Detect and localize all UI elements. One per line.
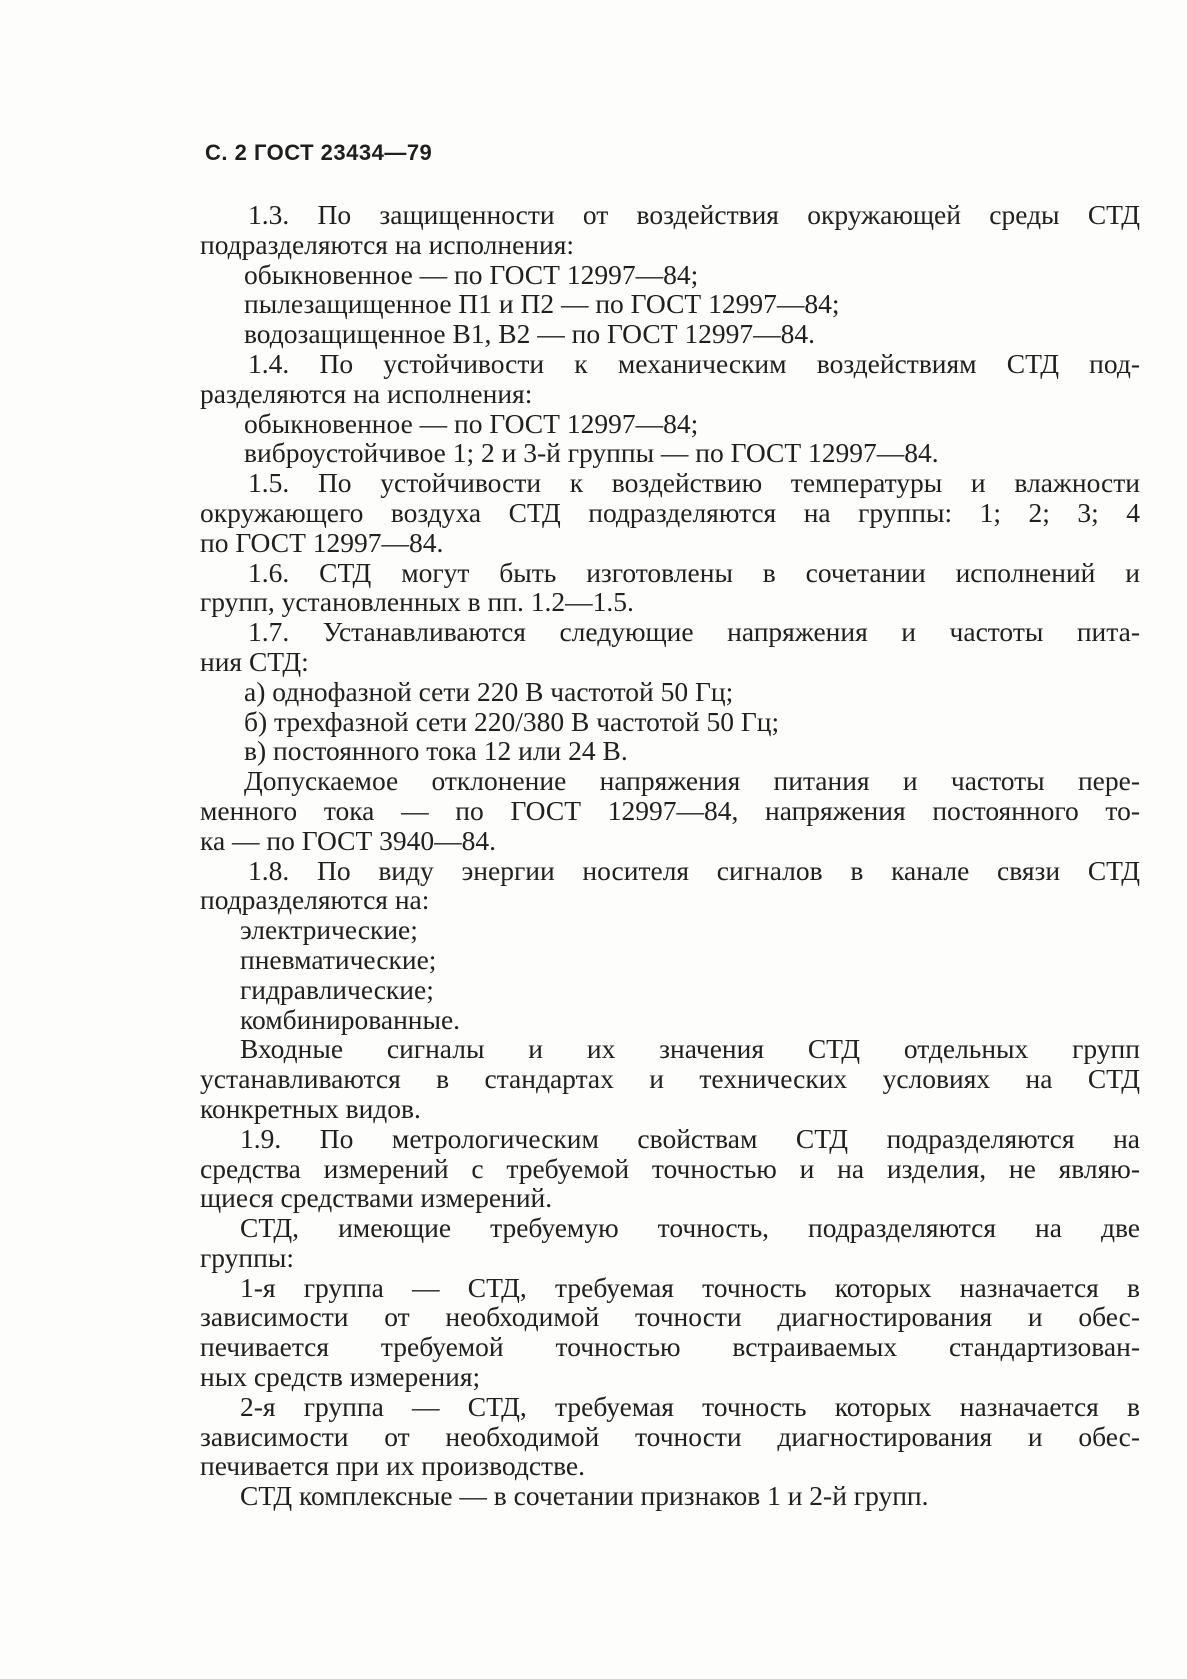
text-line: обыкновенное — по ГОСТ 12997—84; [244,258,699,290]
text-line: пневматические; [240,943,437,975]
text-line: 1.3. По защищенности от воздействия окружающей среды СТД [248,199,1140,230]
text-line: подразделяются на исполнения: [200,228,575,260]
text-line: Допускаемое отклонение напряжения питания и частоты пере- [244,765,1140,797]
text-line: виброустойчивое 1; 2 и 3-й группы — по ГОСТ 12997—84. [244,437,939,469]
text-line: 1.4. По устойчивости к механическим воздействиям СТД под- [248,347,1140,379]
text-line: 1.9. По метрологическим свойствам СТД подразделяются на [240,1122,1140,1154]
text-line: СТД комплексные — в сочетании признаков 1 и 2-й групп. [240,1480,929,1512]
text-line: зависимости от необходимой точности диагностирования и обес- [200,1301,1140,1333]
text-line: устанавливаются в стандартах и технических условиях на СТД [200,1063,1140,1095]
text-line: гидравлические; [240,973,434,1005]
text-line: группы: [200,1241,294,1273]
text-line: 1.6. СТД могут быть изготовлены в сочетании исполнений и [248,556,1140,588]
text-line: 1-я группа — СТД, требуемая точность которых назначается в [240,1271,1140,1303]
text-line: Входные сигналы и их значения СТД отдельных групп [240,1033,1140,1065]
text-line: подразделяются на: [200,884,430,916]
text-line: 2-я группа — СТД, требуемая точность которых назначается в [240,1390,1140,1422]
text-line: пылезащищенное П1 и П2 — по ГОСТ 12997—84; [244,288,840,320]
document-body [200,200,1140,1511]
text-line: 1.8. По виду энергии носителя сигналов в канале связи СТД [248,854,1140,886]
text-line: печивается при их производстве. [200,1450,585,1482]
text-line: печивается требуемой точностью встраиваемых стандартизован- [200,1331,1140,1363]
text-line: комбинированные. [240,1003,461,1035]
text-line: б) трехфазной сети 220/380 В частотой 50 Гц; [244,705,780,737]
page-header: С. 2 ГОСТ 23434—79 [205,140,433,165]
text-line: разделяются на исполнения: [200,377,533,409]
text-line: электрические; [240,914,418,946]
text-line: средства измерений с требуемой точностью и на изделия, не являю- [200,1152,1140,1184]
text-line: окружающего воздуха СТД подразделяются на группы: 1; 2; 3; 4 [200,496,1140,528]
text-line: щиеся средствами измерений. [200,1182,553,1214]
text-line: групп, установленных в пп. 1.2—1.5. [200,586,634,618]
text-line: в) постоянного тока 12 или 24 В. [244,735,628,767]
text-line: менного тока — по ГОСТ 12997—84, напряжения постоянного то- [200,794,1140,826]
text-line: ных средств измерения; [200,1361,481,1393]
text-line: 1.7. Устанавливаются следующие напряжения и частоты пита- [248,616,1140,648]
text-line: ка — по ГОСТ 3940—84. [200,824,497,856]
text-line: обыкновенное — по ГОСТ 12997—84; [244,407,699,439]
text-line: зависимости от необходимой точности диагностирования и обес- [200,1420,1140,1452]
text-line: по ГОСТ 12997—84. [200,526,444,558]
text-line: водозащищенное В1, В2 — по ГОСТ 12997—84. [244,318,816,350]
text-line: ния СТД: [200,645,309,677]
text-line: 1.5. По устойчивости к воздействию температуры и влажности [248,467,1140,499]
text-line: СТД, имеющие требуемую точность, подразделяются на две [240,1212,1140,1244]
text-line: конкретных видов. [200,1092,421,1124]
text-line: а) однофазной сети 220 В частотой 50 Гц; [244,675,734,707]
